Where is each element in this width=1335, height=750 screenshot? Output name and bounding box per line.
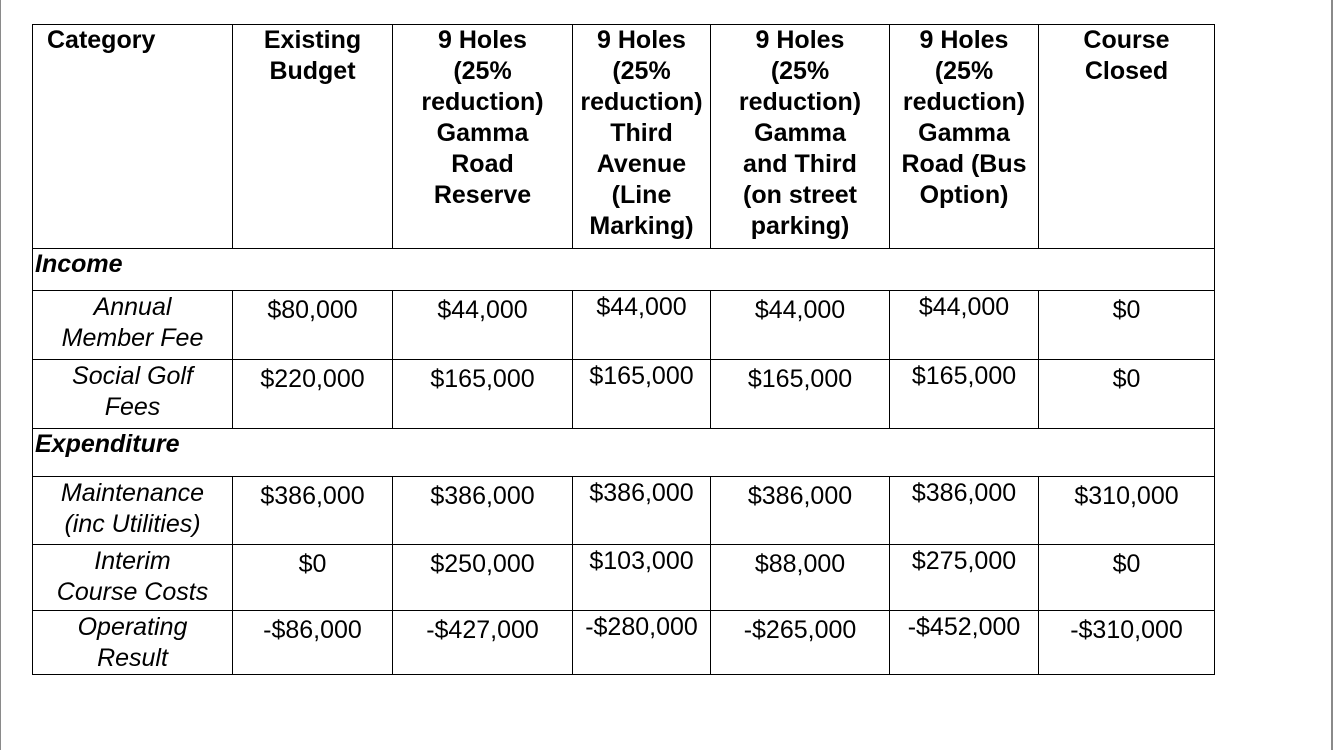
table-cell: $165,000 bbox=[393, 360, 573, 429]
table-cell: $44,000 bbox=[393, 291, 573, 360]
row-label: Interim Course Costs bbox=[33, 545, 233, 611]
table-cell: $165,000 bbox=[890, 360, 1039, 429]
table-cell: $0 bbox=[1039, 360, 1215, 429]
section-row-expenditure bbox=[33, 429, 1215, 477]
row-label: Annual Member Fee bbox=[33, 291, 233, 360]
table-cell: $165,000 bbox=[711, 360, 890, 429]
header-category: Category bbox=[33, 25, 233, 249]
section-label-expenditure: Expenditure bbox=[33, 429, 1215, 477]
table-cell: $88,000 bbox=[711, 545, 890, 611]
budget-comparison-table bbox=[32, 24, 1215, 675]
table-cell: $250,000 bbox=[393, 545, 573, 611]
table-cell: $386,000 bbox=[890, 477, 1039, 545]
table-cell: $310,000 bbox=[1039, 477, 1215, 545]
table-cell: -$452,000 bbox=[890, 611, 1039, 675]
table-cell: $386,000 bbox=[573, 477, 711, 545]
header-course-closed: Course Closed bbox=[1039, 25, 1215, 249]
table-row bbox=[33, 291, 1215, 360]
table-cell: $165,000 bbox=[573, 360, 711, 429]
header-existing-budget: Existing Budget bbox=[233, 25, 393, 249]
row-label: Maintenance (inc Utilities) bbox=[33, 477, 233, 545]
header-row bbox=[33, 25, 1215, 249]
table-cell: $103,000 bbox=[573, 545, 711, 611]
table-cell: $44,000 bbox=[573, 291, 711, 360]
header-gamma-and-third: 9 Holes (25% reduction) Gamma and Third (on street parking) bbox=[711, 25, 890, 249]
row-label: Social Golf Fees bbox=[33, 360, 233, 429]
table-row bbox=[33, 360, 1215, 429]
table-cell: $386,000 bbox=[711, 477, 890, 545]
row-label: Operating Result bbox=[33, 611, 233, 675]
table-cell: $44,000 bbox=[890, 291, 1039, 360]
table-cell: -$427,000 bbox=[393, 611, 573, 675]
table-cell: -$310,000 bbox=[1039, 611, 1215, 675]
header-gamma-road-bus: 9 Holes (25% reduction) Gamma Road (Bus Option) bbox=[890, 25, 1039, 249]
table-cell: $80,000 bbox=[233, 291, 393, 360]
table-cell: $0 bbox=[1039, 545, 1215, 611]
table-cell: $0 bbox=[1039, 291, 1215, 360]
table-row bbox=[33, 611, 1215, 675]
section-row-income bbox=[33, 249, 1215, 291]
table-cell: $44,000 bbox=[711, 291, 890, 360]
table-row bbox=[33, 477, 1215, 545]
table-cell: $0 bbox=[233, 545, 393, 611]
table-cell: $386,000 bbox=[393, 477, 573, 545]
header-gamma-road-reserve: 9 Holes (25% reduction) Gamma Road Reserve bbox=[393, 25, 573, 249]
section-label-income: Income bbox=[33, 249, 1215, 291]
table-cell: $220,000 bbox=[233, 360, 393, 429]
header-third-avenue: 9 Holes (25% reduction) Third Avenue (Line Marking) bbox=[573, 25, 711, 249]
table-cell: $275,000 bbox=[890, 545, 1039, 611]
table-row bbox=[33, 545, 1215, 611]
table-cell: -$265,000 bbox=[711, 611, 890, 675]
table-cell: $386,000 bbox=[233, 477, 393, 545]
table-cell: -$280,000 bbox=[573, 611, 711, 675]
table-cell: -$86,000 bbox=[233, 611, 393, 675]
